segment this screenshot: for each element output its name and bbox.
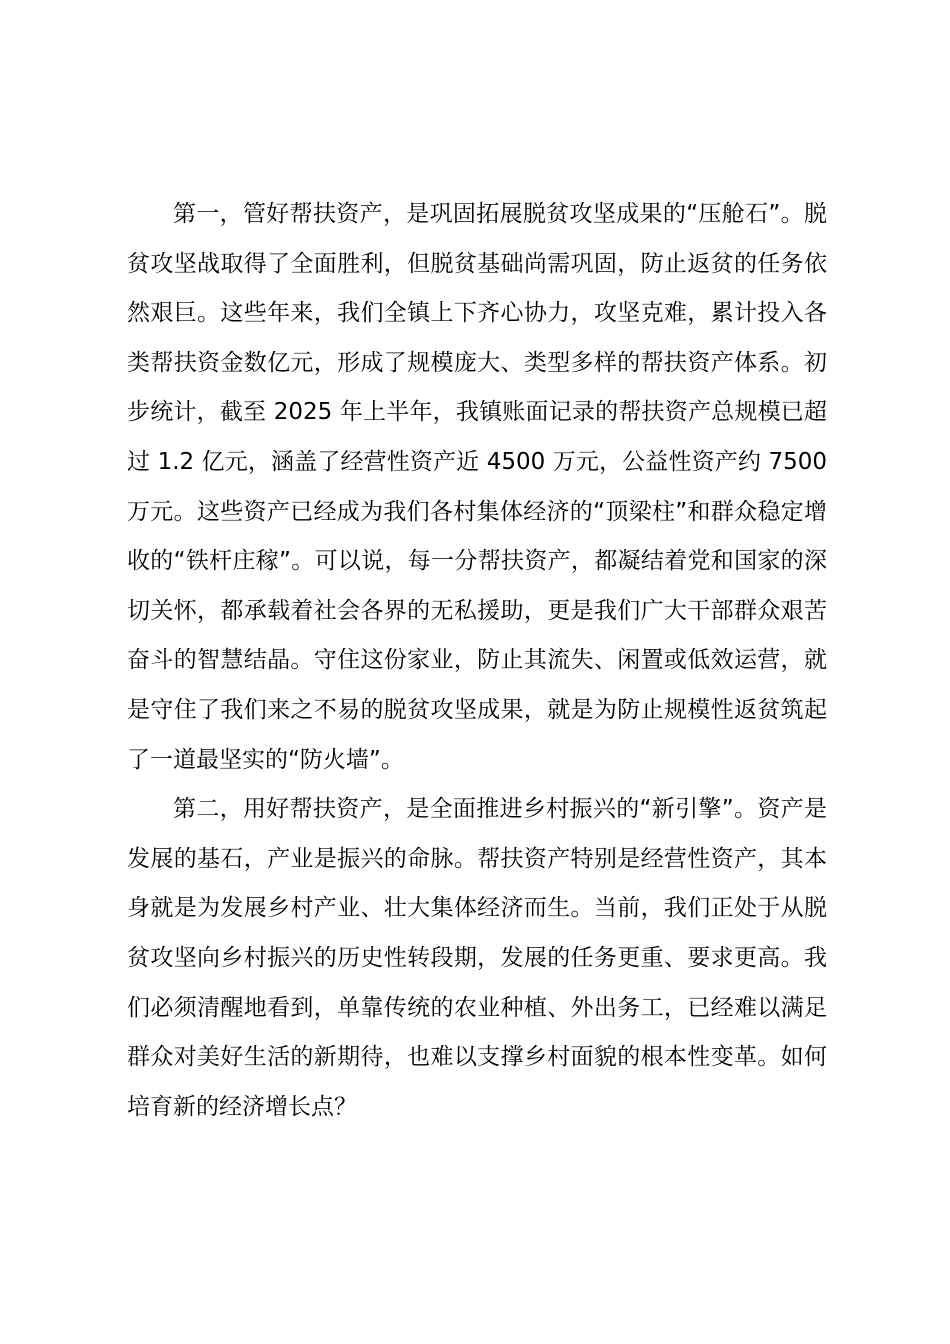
document-body [127, 190, 827, 1132]
paragraph-1: 第一，管好帮扶资产，是巩固拓展脱贫攻坚成果的“压舱石”。脱贫攻坚战取得了全面胜利，但脱贫基础尚需巩固，防止返贫的任务依然艰巨。这些年来，我们全镇上下齐心协力，攻坚克难，累计投入各类帮扶资金数亿元，形成了规模庞大、类型多样的帮扶资产体系。初步统计，截至 2025 年上半年，我镇账面记录的帮扶资产总规模已超过 1.2 亿元，涵盖了经营性资产近 4500 万元，公益性资产约 7500 万元。这些资产已经成为我们各村集体经济的“顶梁柱”和群众稳定增收的“铁杆庄稼”。可以说，每一分帮扶资产，都凝结着党和国家的深切关怀，都承载着社会各界的无私援助，更是我们广大干部群众艰苦奋斗的智慧结晶。守住这份家业，防止其流失、闲置或低效运营，就是守住了我们来之不易的脱贫攻坚成果，就是为防止规模性返贫筑起了一道最坚实的“防火墙”。 [127, 201, 827, 773]
paragraph-2: 第二，用好帮扶资产，是全面推进乡村振兴的“新引擎”。资产是发展的基石，产业是振兴的命脉。帮扶资产特别是经营性资产，其本身就是为发展乡村产业、壮大集体经济而生。当前，我们正处于从脱贫攻坚向乡村振兴的历史性转段期，发展的任务更重、要求更高。我们必须清醒地看到，单靠传统的农业种植、外出务工，已经难以满足群众对美好生活的新期待，也难以支撑乡村面貌的根本性变革。如何培育新的经济增长点？ [127, 796, 827, 1120]
